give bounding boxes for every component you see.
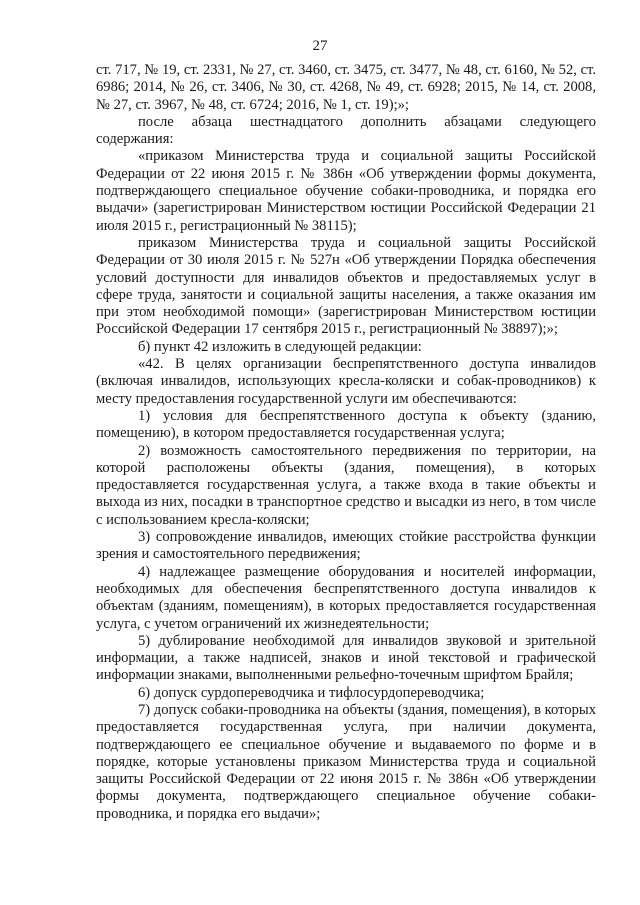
paragraph-item-b: б) пункт 42 изложить в следующей редакции: — [138, 338, 422, 355]
list-item-2: 2) возможность самостоятельного передвижения по территории, на которой расположены объекты (здания, помещения), в которых предоставляется государственная услуга, а также входа в такие объекты и выхода из них, посадки в транспортное средство и высадки из него, в том числе с использованием кресла-коляски; — [96, 442, 596, 528]
paragraph-order-527n: приказом Министерства труда и социальной защиты Российской Федерации от 30 июля 2015 г. № 527н «Об утверждении Порядка обеспечения условий доступности для инвалидов объектов и предоставляемых услуг в сфере труда, занятости и социальной защиты населения, а также оказания им при этом необходимой помощи» (зарегистрирован Министерством юстиции Российской Федерации 17 сентября 2015 г., регистрационный № 38897);»; — [96, 234, 596, 338]
list-item-1: 1) условия для беспрепятственного доступа к объекту (зданию, помещению), в котором предоставляется государственная услуга; — [96, 407, 596, 442]
list-item-3: 3) сопровождение инвалидов, имеющих стойкие расстройства функции зрения и самостоятельного передвижения; — [96, 529, 596, 563]
paragraph-clause-42: «42. В целях организации беспрепятственного доступа инвалидов (включая инвалидов, использующих кресла-коляски и собак-проводников) к месту предоставления государственной услуги им обеспечиваются: — [96, 356, 596, 407]
list-item-7: 7) допуск собаки-проводника на объекты (здания, помещения), в которых предоставляется государственная услуга, при наличии документа, подтверждающего ее специальное обучение и выдаваемого по форме и в порядке, которые установлены приказом Министерства труда и социальной защиты Российской Федерации от 22 июня 2015 г. № 386н «Об утверждении формы документа, подтверждающего специальное обучение собаки-проводника, и порядка его выдачи»; — [96, 701, 596, 822]
list-item-6: 6) допуск сурдопереводчика и тифлосурдопереводчика; — [138, 684, 485, 701]
list-item-4: 4) надлежащее размещение оборудования и носителей информации, необходимых для обеспечения беспрепятственного доступа инвалидов к объектам (зданиям, помещениям), в которых предоставляется государственная услуга, с учетом ограничений их жизнедеятельности; — [96, 563, 596, 632]
list-item-5: 5) дублирование необходимой для инвалидов звуковой и зрительной информации, а также надписей, знаков и иной текстовой и графической информации знаками, выполненными рельефно-точечным шрифтом Брайля; — [96, 632, 596, 684]
paragraph-order-386n: «приказом Министерства труда и социальной защиты Российской Федерации от 22 июня 2015 г. № 386н «Об утверждении формы документа, подтверждающего специальное обучение собаки-проводника, и порядка его выдачи» (зарегистрирован Министерством юстиции Российской Федерации 21 июля 2015 г., регистрационный № 38115); — [96, 148, 596, 234]
paragraph-citation-continuation: ст. 717, № 19, ст. 2331, № 27, ст. 3460, ст. 3475, ст. 3477, № 48, ст. 6160, № 52, ст. 6986; 2014, № 26, ст. 3406, № 30, ст. 4268, № 49, ст. 6928; 2015, № 14, ст. 2008, № 27, ст. 3967, № 48, ст. 6724; 2016, № 1, ст. 19);»; — [96, 62, 596, 113]
page-number: 27 — [312, 38, 328, 54]
paragraph-instruction-add: после абзаца шестнадцатого дополнить абзацами следующего содержания: — [96, 113, 596, 148]
document-body — [96, 62, 596, 823]
